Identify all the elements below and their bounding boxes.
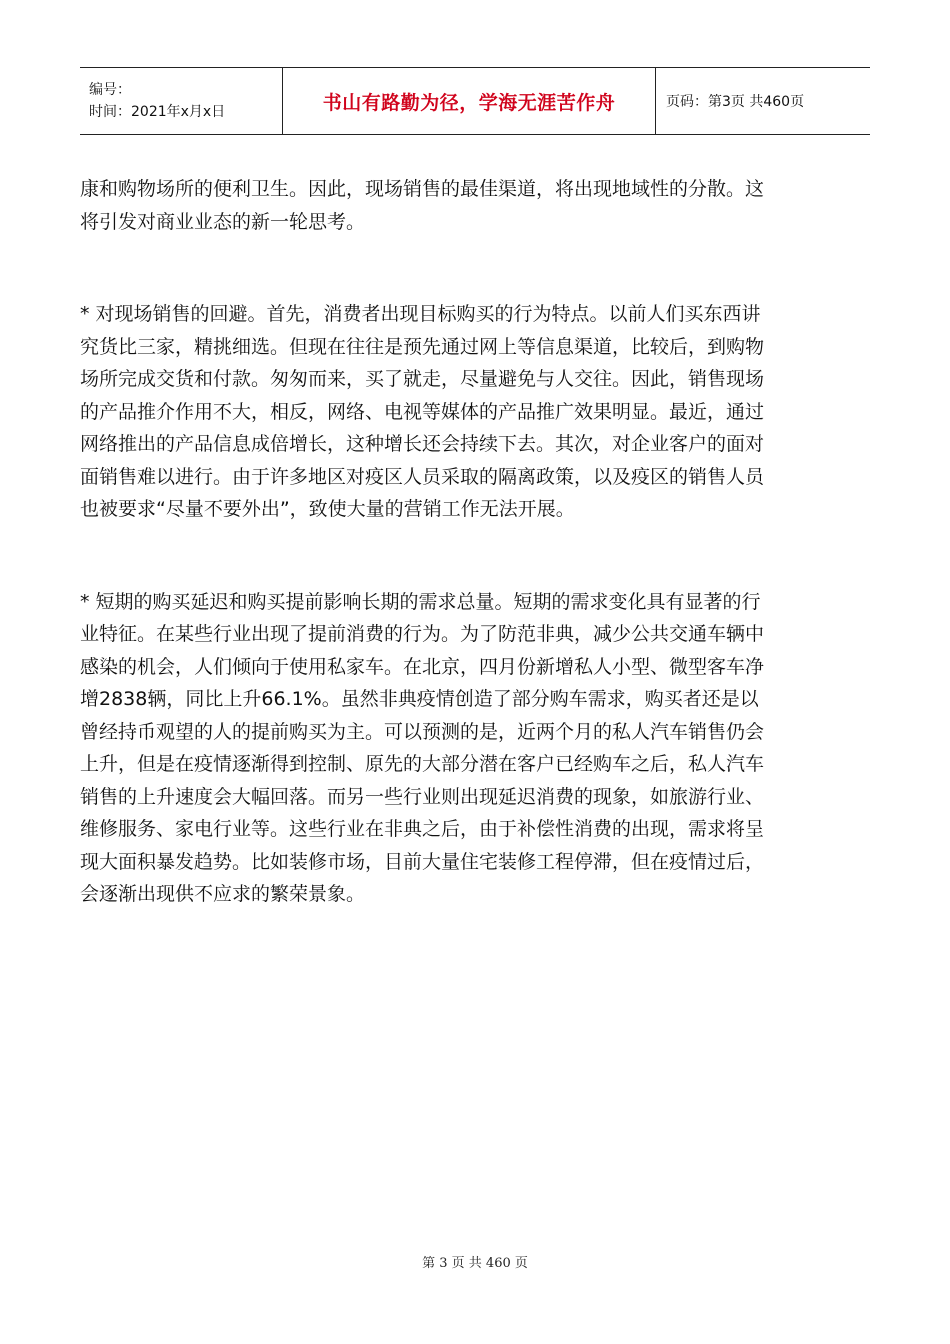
footer-page-number: 第 3 页 共 460 页 [422, 1256, 528, 1271]
document-number-label: 编号： [89, 82, 131, 98]
text-line: 网络推出的产品信息成倍增长，这种增长还会持续下去。其次，对企业客户的面对 [80, 433, 765, 455]
text-line: 康和购物场所的便利卫生。因此，现场销售的最佳渠道，将出现地域性的分散。这 [80, 178, 765, 200]
text-line: 上升，但是在疫情逐渐得到控制、原先的大部分潜在客户已经购车之后，私人汽车 [80, 753, 765, 775]
document-date-label: 时间：2021年x月x日 [89, 104, 226, 120]
text-line: 场所完成交货和付款。匆匆而来，买了就走，尽量避免与人交往。因此，销售现场 [80, 368, 765, 390]
header-page-number: 页码：第3页 共460页 [666, 94, 805, 110]
text-line: * 对现场销售的回避。首先，消费者出现目标购买的行为特点。以前人们买东西讲 [80, 303, 761, 325]
text-line: * 短期的购买延迟和购买提前影响长期的需求总量。短期的需求变化具有显著的行 [80, 590, 761, 613]
page-footer [0, 1252, 950, 1271]
text-line: 会逐渐出现供不应求的繁荣景象。 [80, 883, 366, 905]
text-line: 将引发对商业业态的新一轮思考。 [80, 210, 366, 233]
paragraph-1 [80, 173, 882, 238]
text-line: 的产品推介作用不大，相反，网络、电视等媒体的产品推广效果明显。最近，通过 [80, 400, 765, 423]
text-line: 曾经持币观望的人的提前购买为主。可以预测的是，近两个月的私人汽车销售仍会 [80, 720, 765, 743]
header-motto-cell [283, 68, 656, 134]
text-line: 业特征。在某些行业出现了提前消费的行为。为了防范非典，减少公共交通车辆中 [80, 623, 765, 645]
text-line: 现大面积暴发趋势。比如装修市场，目前大量住宅装修工程停滞，但在疫情过后， [80, 850, 765, 873]
text-line: 增2838辆，同比上升66.1%。虽然非典疫情创造了部分购车需求，购买者还是以 [80, 688, 759, 710]
text-line: 也被要求“尽量不要外出”，致使大量的营销工作无法开展。 [80, 498, 575, 520]
text-line: 面销售难以进行。由于许多地区对疫区人员采取的隔离政策，以及疫区的销售人员 [80, 465, 765, 488]
document-body [80, 173, 882, 911]
page-header [80, 67, 870, 135]
text-line: 感染的机会，人们倾向于使用私家车。在北京，四月份新增私人小型、微型客车净 [80, 655, 765, 678]
paragraph-3 [80, 586, 882, 911]
text-line: 究货比三家，精挑细选。但现在往往是预先通过网上等信息渠道，比较后，到购物 [80, 335, 765, 358]
text-line: 销售的上升速度会大幅回落。而另一些行业则出现延迟消费的现象，如旅游行业、 [80, 785, 765, 808]
text-line: 维修服务、家电行业等。这些行业在非典之后，由于补偿性消费的出现，需求将呈 [80, 818, 765, 840]
header-motto: 书山有路勤为径，学海无涯苦作舟 [322, 91, 616, 114]
header-page-cell [656, 68, 870, 134]
paragraph-2 [80, 298, 882, 526]
header-meta [80, 68, 283, 134]
